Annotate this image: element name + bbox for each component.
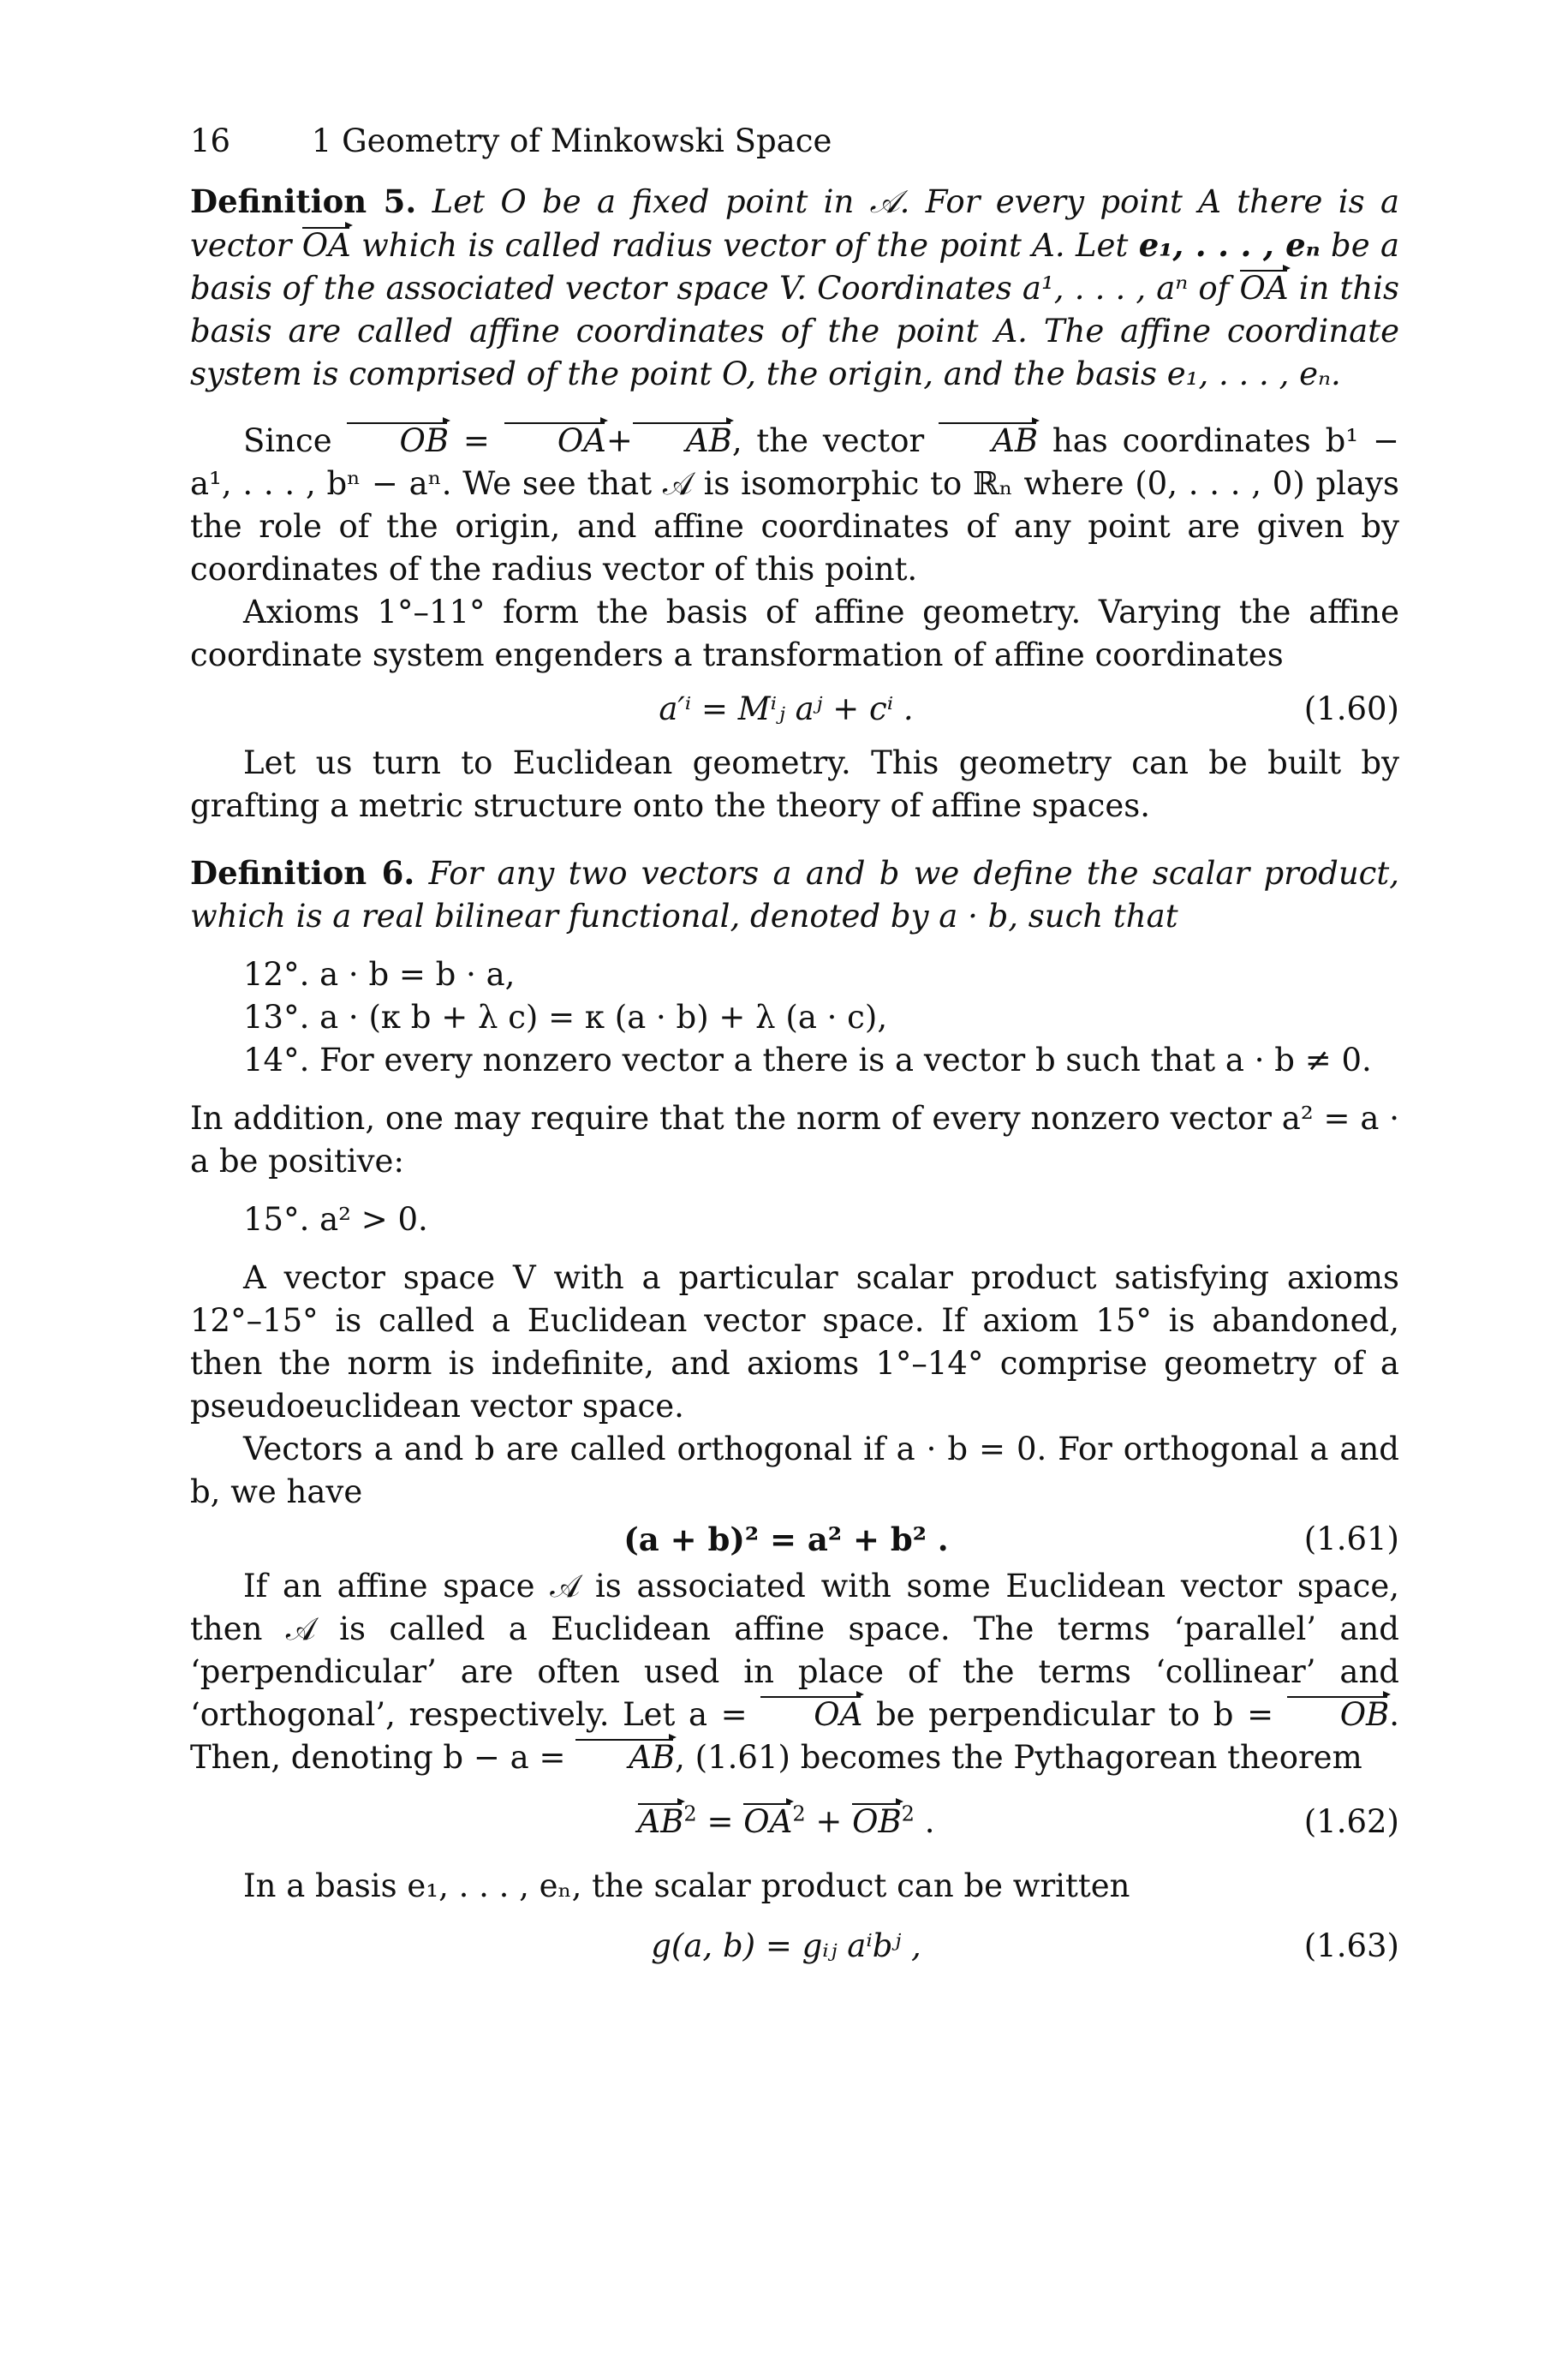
- page: [190, 120, 1399, 1985]
- equation-formula: (a + b)² = a² + b² .: [623, 1521, 949, 1558]
- definition-5-text: of the point O, the origin, and the basis e₁, . . . , eₙ.: [526, 356, 1341, 392]
- definition-5-text: which is called radius vector of the point A. Let: [361, 227, 1129, 264]
- vector-ab: AB: [939, 420, 1038, 463]
- definition-5: [190, 180, 1399, 396]
- text: . Then, denoting b − a =: [190, 1696, 1400, 1776]
- running-title: 1 Geometry of Minkowski Space: [311, 122, 832, 159]
- text: , (1.61) becomes the Pythagorean theorem: [675, 1739, 1362, 1776]
- definition-5-text: in this basis are called: [190, 270, 1399, 350]
- axiom-14: 14°. For every nonzero vector a there is a vector b such that a · b ≠ 0.: [243, 1042, 1372, 1078]
- definition-5-text: affine coordinates of the point A. The affine coordinate system is comprised: [190, 313, 1399, 392]
- equation-1-62: [190, 1779, 1399, 1865]
- vector-oa: OA: [743, 1801, 792, 1843]
- text: Since: [243, 422, 332, 459]
- text: We see that 𝒜 is isomorphic to ℝₙ where (0, . . . , 0) plays the role of the origin, and affine coordinates of any point are given by coordinates of the radius vector of this point.: [190, 465, 1399, 588]
- vector-ab: AB: [638, 1801, 684, 1843]
- paragraph-euclidean-affine: [190, 1565, 1399, 1779]
- paragraph-orthogonal: Vectors a and b are called orthogonal if a · b = 0. For orthogonal a and b, we have: [190, 1431, 1399, 1510]
- equation-1-61: [190, 1514, 1399, 1565]
- vector-oa: OA: [504, 420, 606, 463]
- equation-1-63: [190, 1908, 1399, 1985]
- vector-oa: OA: [760, 1694, 862, 1736]
- definition-6-label: Definition 6.: [190, 854, 415, 892]
- exponent: 2: [901, 1801, 915, 1826]
- equation-formula: a′ⁱ = Mⁱⱼ aʲ + cⁱ .: [659, 690, 914, 727]
- definition-5-text: be a basis of the: [190, 227, 1400, 307]
- paragraph-since: [190, 420, 1399, 591]
- definition-5-label: Definition 5.: [190, 182, 417, 220]
- vector-ab: AB: [575, 1736, 675, 1779]
- text: +: [815, 1803, 843, 1840]
- vector-oa: OA: [302, 224, 351, 267]
- paragraph-euclidean: Let us turn to Euclidean geometry. This geometry can be built by grafting a metric structure onto the theory of affine spaces.: [190, 744, 1399, 824]
- equation-number: (1.63): [1303, 1927, 1399, 1964]
- definition-5-basis: e₁, . . . , eₙ: [1138, 226, 1321, 264]
- text: =: [462, 422, 490, 459]
- vector-ob: OB: [852, 1801, 902, 1843]
- text: +: [605, 422, 633, 459]
- equation-number: (1.62): [1303, 1803, 1399, 1840]
- definition-5-text: associated vector space V. Coordinates a¹, . . . , aⁿ of: [385, 270, 1230, 307]
- running-head: [190, 120, 1399, 180]
- equation-formula: g(a, b) = gᵢⱼ aⁱbʲ ,: [651, 1927, 921, 1964]
- paragraph-basis: In a basis e₁, . . . , eₙ, the scalar product can be written: [243, 1867, 1130, 1904]
- vector-oa: OA: [1240, 267, 1289, 310]
- page-number: 16: [190, 122, 231, 159]
- vector-ob: OB: [1287, 1694, 1390, 1736]
- equation-number: (1.61): [1303, 1521, 1399, 1557]
- definition-6-text: For any two vectors a and b we define the scalar product, which is a real bilinear functional, denoted by a · b, such that: [190, 855, 1400, 935]
- definition-5-text: Let O be a fixed point in 𝒜. For every point A there is a vector: [190, 183, 1400, 264]
- exponent: 2: [792, 1801, 806, 1826]
- text: be perpendicular to b =: [875, 1696, 1274, 1733]
- text: =: [706, 1803, 734, 1840]
- text: If an affine space 𝒜 is associated with some Euclidean vector space, then 𝒜 is called a Euclidean affine space. The terms ‘parallel’ and ‘perpendicular’ are often used in place of the terms ‘collinear’ and ‘orthogonal’, respectively. Let a =: [190, 1568, 1399, 1733]
- paragraph-norm: In addition, one may require that the norm of every nonzero vector a² = a · a be positive:: [190, 1100, 1399, 1180]
- exponent: 2: [683, 1801, 697, 1826]
- definition-6: [190, 851, 1399, 938]
- equation-1-60: [190, 677, 1399, 742]
- text: has coordinates b¹ − a¹, . . . , bⁿ − aⁿ.: [190, 422, 1400, 502]
- text: .: [924, 1803, 935, 1840]
- vector-ob: OB: [347, 420, 450, 463]
- axiom-15: 15°. a² > 0.: [243, 1201, 428, 1238]
- equation-number: (1.60): [1303, 690, 1399, 727]
- axiom-12: 12°. a · b = b · a,: [243, 956, 516, 993]
- vector-ab: AB: [633, 420, 732, 463]
- paragraph-euclidean-vector-space: A vector space V with a particular scalar product satisfying axioms 12°–15° is called a Euclidean vector space. If axiom 15° is abandoned, then the norm is indefinite, and axioms 1°–14° comprise geometry of a pseudoeuclidean vector space.: [190, 1259, 1399, 1425]
- equation-formula: [190, 1801, 1279, 1843]
- paragraph-axioms-affine: Axioms 1°–11° form the basis of affine geometry. Varying the affine coordinate system engenders a transformation of affine coordinates: [190, 594, 1399, 673]
- text: , the vector: [731, 422, 925, 459]
- axiom-13: 13°. a · (κ b + λ c) = κ (a · b) + λ (a · c),: [243, 999, 888, 1036]
- axiom-list: [190, 953, 1399, 1082]
